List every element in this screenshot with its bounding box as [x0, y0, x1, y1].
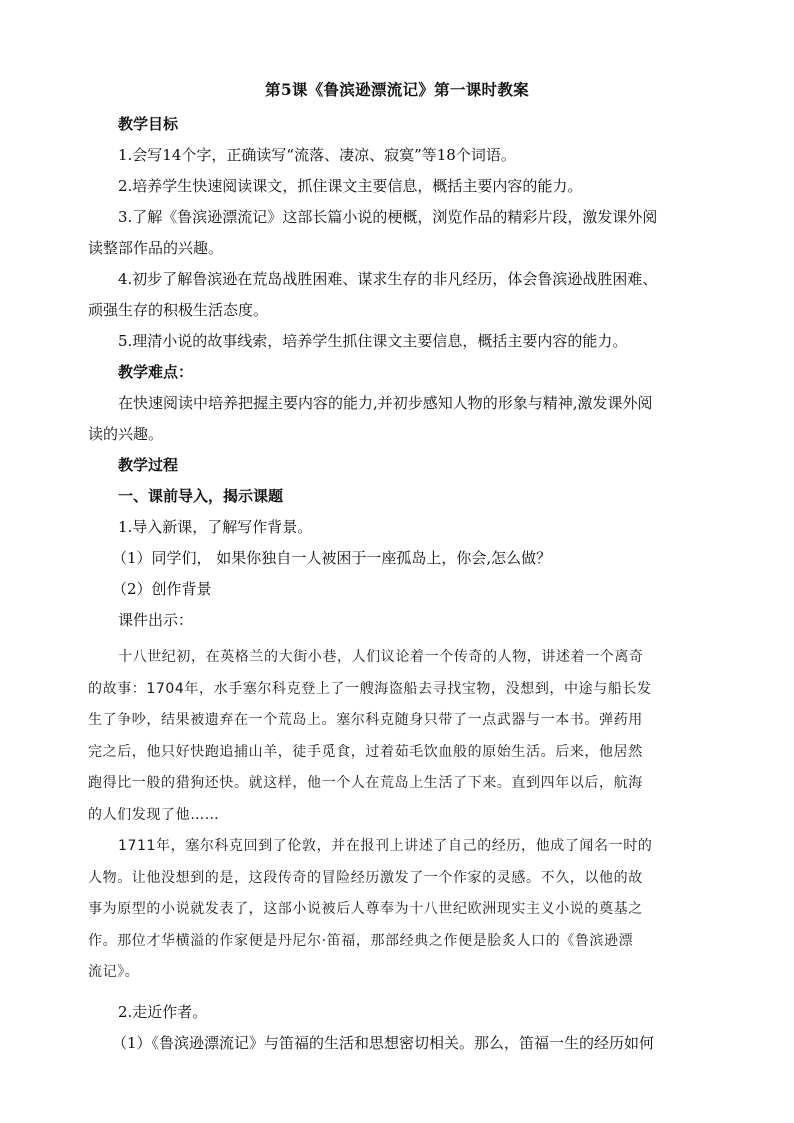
- courseware-label: 课件出示：: [118, 611, 194, 629]
- step-2-question-1: （1）《鲁滨逊漂流记》与笛福的生活和思想密切相关。那么，笛福一生的经历如何: [112, 1033, 655, 1052]
- step-1-question-1: （1）同学们， 如果你独自一人被困于一座孤岛上，你会,怎么做？: [112, 549, 552, 567]
- document-title: 第5课《鲁滨逊漂流记》第一课时教案: [265, 80, 529, 99]
- process-heading: 教学过程: [118, 456, 179, 474]
- courseware-quote: [88, 642, 710, 989]
- quote-p1-line-5: 跑得比一般的猎狗还快。就这样，他一个人在荒岛上生活了下来。直到四年以后，航海: [88, 775, 643, 791]
- quote-p2-line-3: 事为原型的小说就发表了，这部小说被后人尊奉为十八世纪欧洲现实主义小说的奠基之: [88, 901, 643, 917]
- quote-p1-line-6: 的人们发现了他……: [88, 806, 220, 823]
- goal-4-line-2: 顽强生存的积极生活态度。: [88, 301, 269, 319]
- quote-p1-line-2: 的故事：1704年，水手塞尔科克登上了一艘海盗船去寻找宝物，没想到，中途与船长发: [88, 680, 652, 697]
- goal-2: 2.培养学生快速阅读课文，抓住课文主要信息，概括主要内容的能力。: [118, 177, 583, 195]
- difficulty-line-1: 在快速阅读中培养把握主要内容的能力,并初步感知人物的形象与精神,激发课外阅: [118, 394, 653, 412]
- quote-p2-line-4: 作。那位才华横溢的作家便是丹尼尔·笛福，那部经典之作便是脍炙人口的《鲁滨逊漂: [88, 932, 634, 949]
- goal-3-line-1: 3.了解《鲁滨逊漂流记》这部长篇小说的梗概，浏览作品的精彩片段，激发课外阅: [118, 208, 658, 226]
- goals-heading: 教学目标: [118, 115, 179, 133]
- quote-p2-line-2: 人物。让他没想到的是，这段传奇的冒险经历激发了一个作家的灵感。不久，以他的故: [88, 869, 643, 886]
- quote-p2-line-5: 流记》。: [88, 964, 140, 980]
- quote-p1-line-1: 十八世纪初，在英格兰的大街小巷，人们议论着一个传奇的人物，讲述着一个离奇: [118, 649, 644, 665]
- document-body: [88, 109, 710, 1059]
- quote-p2-line-1: 1711年，塞尔科克回到了伦敦，并在报刊上讲述了自己的经历，他成了闻名一时的: [118, 838, 653, 854]
- quote-p1-line-4: 完之后，他只好快跑追捕山羊，徒手觅食，过着茹毛饮血般的原始生活。后来，他居然: [88, 743, 643, 760]
- goal-4-line-1: 4.初步了解鲁滨逊在荒岛战胜困难、谋求生存的非凡经历，体会鲁滨逊战胜困难、: [118, 270, 658, 288]
- step-1-question-2: （2）创作背景: [112, 580, 212, 598]
- goal-5: 5.理清小说的故事线索，培养学生抓住课文主要信息，概括主要内容的能力。: [118, 332, 628, 350]
- quote-p1-line-3: 生了争吵，结果被遗弃在一个荒岛上。塞尔科克随身只带了一点武器与一本书。弹药用: [88, 712, 643, 728]
- difficulty-heading: 教学难点：: [118, 363, 194, 381]
- difficulty-line-2: 读的兴趣。: [88, 425, 164, 443]
- goal-1: 1.会写14个字，正确读写“流落、凄凉、寂寞”等18个词语。: [118, 146, 516, 164]
- step-2: 2.走近作者。: [118, 1002, 208, 1021]
- step-1: 1.导入新课，了解写作背景。: [118, 518, 313, 536]
- section-1-heading: 一、课前导入，揭示课题: [118, 487, 284, 505]
- goal-3-line-2: 读整部作品的兴趣。: [88, 239, 224, 257]
- spacer: [88, 989, 710, 997]
